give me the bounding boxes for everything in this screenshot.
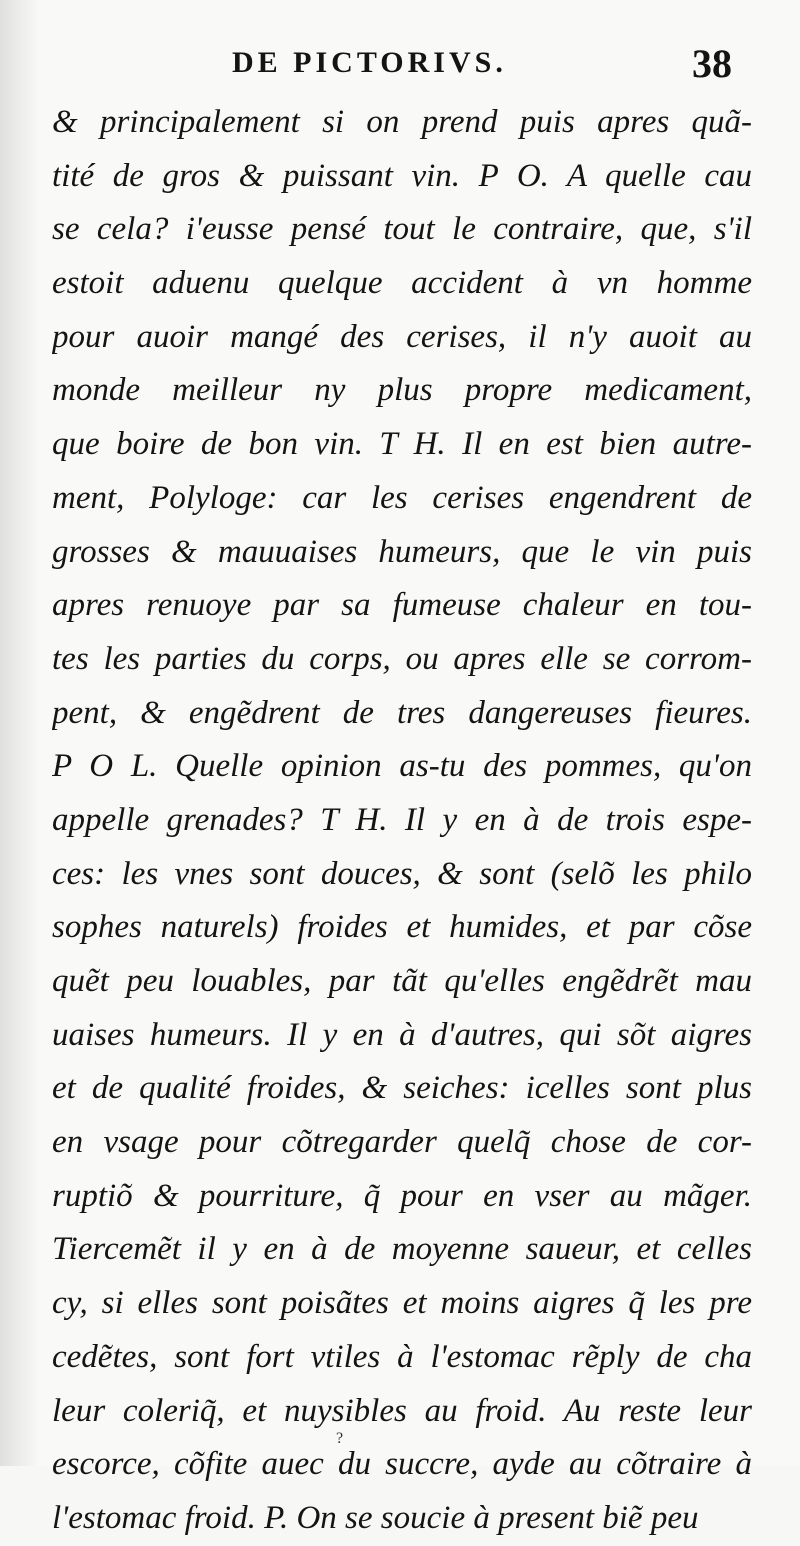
text-line: que boire de bon vin. T H. Il en est bien autre- [52,426,752,463]
text-line: P O L. Quelle opinion as-tu des pommes, qu'on [52,748,752,785]
text-line: escorce, cõfite auec du succre, ayde au cõtraire à [52,1446,752,1483]
text-line: ment, Polyloge: car les cerises engendrent de [52,479,752,516]
text-line: cedẽtes, sont fort vtiles à l'estomac rẽply de cha [52,1338,752,1375]
text-line: et de qualité froides, & seiches: icelles sont plus [52,1070,752,1107]
footer-mark: ? [336,1430,344,1447]
text-line: se cela? i'eusse pensé tout le contraire, que, s'il [52,211,752,248]
text-line: estoit aduenu quelque accident à vn homme [52,265,752,302]
text-line: monde meilleur ny plus propre medicament, [52,372,752,409]
text-line: tes les parties du corps, ou apres elle se corrom- [52,640,752,677]
text-line: sophes naturels) froides et humides, et par cõse [52,909,752,946]
text-line: Tiercemẽt il y en à de moyenne saueur, et celles [52,1231,752,1268]
text-line: l'estomac froid. P. On se soucie à present biẽ peu [52,1499,699,1536]
text-line: leur coleriq̃, et nuysibles au froid. Au reste leur [52,1392,752,1429]
running-head: DE PICTORIVS. [232,46,507,79]
text-line: ruptiõ & pourriture, q̃ pour en vser au mãger. [52,1177,752,1214]
body-text [52,96,752,1546]
text-line: apres renuoye par sa fumeuse chaleur en tou- [52,587,752,624]
page-number: 38 [692,41,732,86]
text-line: appelle grenades? T H. Il y en à de trois espe- [52,801,752,838]
text-line: & principalement si on prend puis apres quã- [52,104,752,140]
text-line: tité de gros & puissant vin. P O. A quelle cau [52,157,752,194]
text-line: cy, si elles sont poisãtes et moins aigres q̃ les pre [52,1285,752,1322]
text-line: ces: les vnes sont douces, & sont (selõ les philo [52,855,752,892]
text-line: pent, & engẽdrent de tres dangereuses fieures. [52,694,752,731]
text-line: pour auoir mangé des cerises, il n'y auoit au [52,318,752,355]
text-line: uaises humeurs. Il y en à d'autres, qui sõt aigres [52,1016,752,1053]
text-line: quẽt peu louables, par tãt qu'elles engẽdrẽt mau [52,963,752,999]
text-line: en vsage pour cõtregarder quelq̃ chose de cor- [52,1124,752,1161]
text-line: grosses & mauuaises humeurs, que le vin puis [52,533,752,570]
